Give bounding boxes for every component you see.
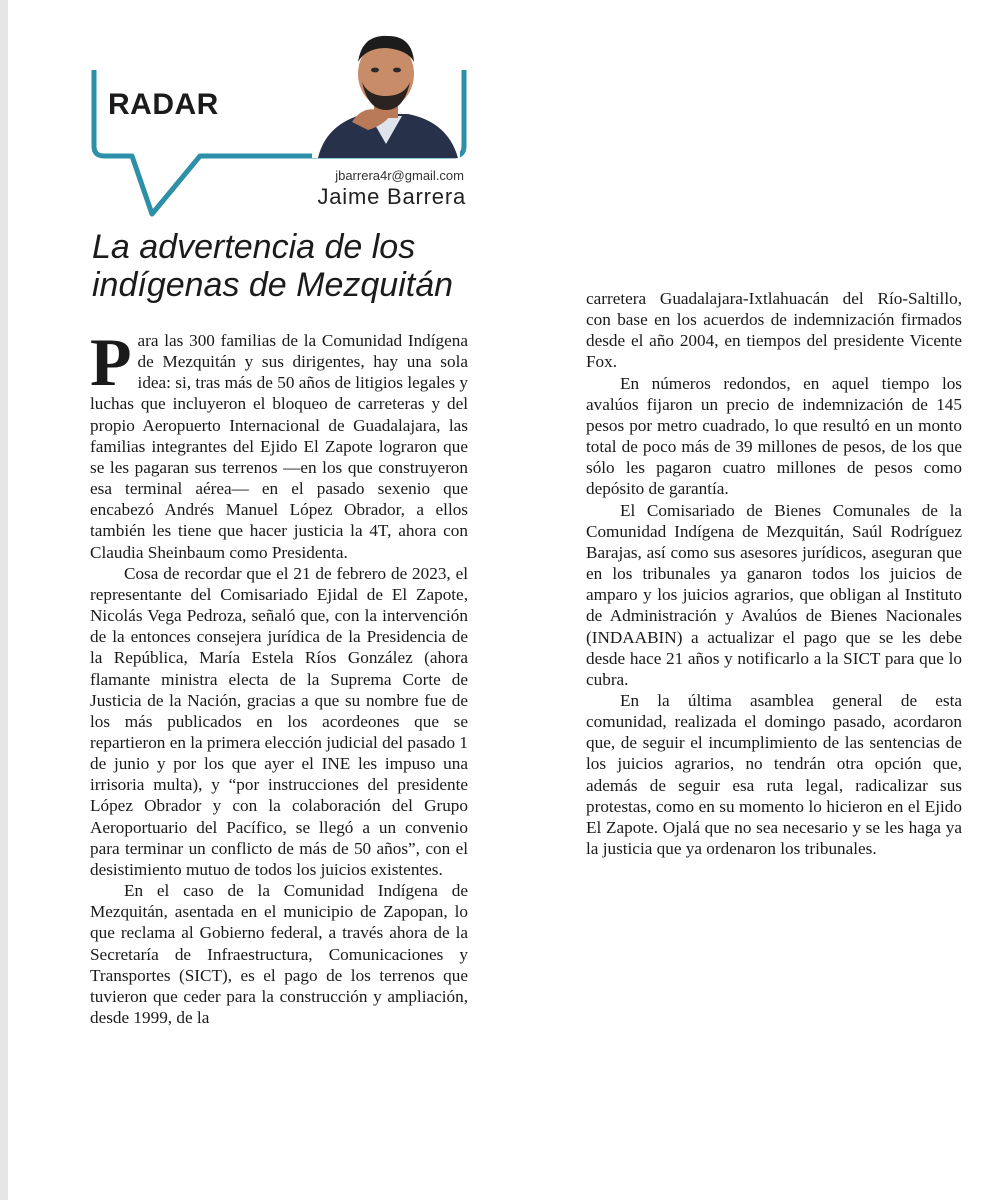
article-headline: La advertencia de los indígenas de Mezquitán bbox=[92, 228, 454, 304]
section-label: RADAR bbox=[108, 88, 219, 121]
article-column-1 bbox=[90, 330, 468, 1116]
paragraph-1 bbox=[90, 330, 468, 563]
dropcap: P bbox=[90, 330, 132, 400]
page-edge bbox=[0, 0, 8, 1200]
author-name: Jaime Barrera bbox=[317, 184, 466, 209]
author-email: jbarrera4r@gmail.com bbox=[335, 168, 464, 183]
paragraph-1-text: ara las 300 familias de la Comunidad Indígena de Mezquitán y sus dirigentes, hay una sola idea: si, tras más de 50 años de litigios legales y luchas que incluyeron el bloqueo de carreteras y del propio Aeropuerto Internacional de Guadalajara, las familias integrantes del Ejido El Zapote lograron que se les pagaran sus terrenos —en los que construyeron esa terminal aérea— en el pasado sexenio que encabezó Andrés Manuel López Obrador, a ellos también les tiene que hacer justicia la 4T, ahora con Claudia Sheinbaum como Presidenta. bbox=[90, 331, 468, 562]
paragraph-3: En el caso de la Comunidad Indígena de Mezquitán, asentada en el municipio de Zapopan, lo que reclama al Gobierno federal, a través ahora de la Secretaría de Infraestructura, Comunicaciones y Transportes (SICT), es el pago de los terrenos que tuvieron que ceder para la construcción y ampliación, desde 1999, de la bbox=[90, 881, 468, 1027]
paragraph-5: En números redondos, en aquel tiempo los avalúos fijaron un precio de indemnización de 145 pesos por metro cuadrado, lo que resultó en un monto total de poco más de 39 millones de pesos, de los que sólo les pagaron cuatro millones de pesos como depósito de garantía. bbox=[586, 373, 962, 499]
paragraph-7: En la última asamblea general de esta comunidad, realizada el domingo pasado, acordaron que, de seguir el incumplimiento de las sentencias de los juicios agrarios, no tendrán otra opción que, además de seguir esa ruta legal, radicalizar sus protestas, como en su momento lo hicieron en el Ejido El Zapote. Ojalá que no sea necesario y se les haga ya la justicia que ya ordenaron los tribunales. bbox=[586, 690, 962, 859]
paragraph-6: El Comisariado de Bienes Comunales de la Comunidad Indígena de Mezquitán, Saúl Rodríguez Barajas, así como sus asesores jurídicos, aseguran que en los tribunales ya ganaron todos los juicios de amparo y los juicios agrarios, que obligan al Instituto de Administración y Avalúos de Bienes Nacionales (INDAABIN) a actualizar el pago que se les debe desde hace 21 años y notificarlo a la SICT para que lo cubra. bbox=[586, 500, 962, 689]
paragraph-4: carretera Guadalajara-Ixtlahuacán del Río-Saltillo, con base en los acuerdos de indemnización firmados desde el año 2004, en tiempos del presidente Vicente Fox. bbox=[586, 289, 962, 372]
article-column-2 bbox=[586, 288, 962, 908]
columnist-portrait bbox=[312, 26, 460, 158]
paragraph-2: Cosa de recordar que el 21 de febrero de 2023, el representante del Comisariado Ejidal de El Zapote, Nicolás Vega Pedroza, señaló que, con la intervención de la entonces consejera jurídica de la Presidencia de la República, María Estela Ríos González (ahora flamante ministra electa de la Suprema Corte de Justicia de la Nación, gracias a que su nombre fue de los más publicados en los acordeones que se repartieron en la primera elección judicial del pasado 1 de junio y por los que ayer el INE les impuso una irrisoria multa), y “por instrucciones del presidente López Obrador y con la colaboración del Grupo Aeroportuario del Pacífico, se llegó a un convenio para terminar un conflicto de más de 50 años”, con el desistimiento mutuo de todos los juicios existentes. bbox=[90, 563, 468, 879]
